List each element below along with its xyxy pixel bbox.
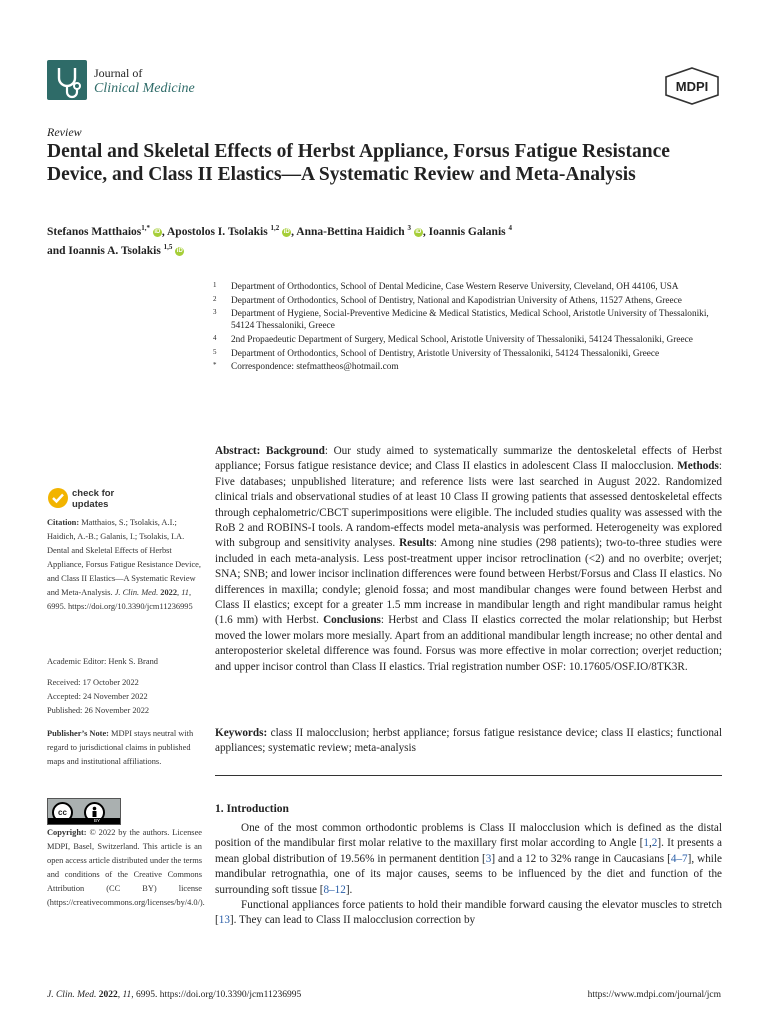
article-title: Dental and Skeletal Effects of Herbst Appliance, Forsus Fatigue Resistance Device, and Class II Elastics—A Systematic Review and Meta-Analysis [47,141,670,185]
citation-link[interactable]: 13 [218,914,230,927]
journal-name [94,66,195,96]
received-date: Received: 17 October 2022 [47,678,139,687]
divider [215,775,722,776]
journal-logo-icon [47,60,87,100]
cc-by-license-icon[interactable] [47,798,121,825]
publisher-note: Publisher’s Note: MDPI stays neutral with regard to jurisdictional claims in published maps and institutional affiliations. [47,729,194,766]
copyright-notice: Copyright: © 2022 by the authors. Licensee MDPI, Basel, Switzerland. This article is an open access article distributed under the terms and conditions of the Creative Commons Attribution (CC BY) license (https://creativecommons.org/licenses/by/4.0/). [47,828,205,907]
citation-link[interactable]: 3 [485,852,492,865]
check-line2: updates [72,498,109,510]
cc-badge-text: BY [93,818,100,823]
orcid-icon[interactable]: iD [176,247,183,254]
correspondence[interactable]: * Correspondence: stefmattheos@hotmail.com [213,361,399,373]
affiliation: 4 2nd Propaedeutic Department of Surgery, Medical School, Aristotle University of Thessaloniki, 54124 Thessaloniki, Greece [213,334,693,346]
article-dates [47,676,202,718]
academic-editor: Academic Editor: Henk S. Brand [47,657,158,666]
affiliation: 3 Department of Hygiene, Social-Preventive Medicine & Medical Statistics, Medical School, Aristotle University of Thessaloniki, 54124 Thessaloniki, Greece [213,308,709,332]
journal-name-line1: Journal of [94,66,143,80]
abstract: Abstract: Background: Our study aimed to systematically summarize the dentoskeletal effects of Herbst appliance; Forsus fatigue resistance device; and Class II elastics in adolescent Class II malocclusion. Methods: Five databases; unpublished literature; and reference lists were last searched in August 2022. Randomized clinical trials and observational studies of at least 10 Class II growing patients that assessed dentoskeletal effects through cephalometric/CBCT superimpositions were eligible. The included studies quality was assessed with the RoB 2 and ROBINS-I tools. A random-effects model meta-analysis was performed. Heterogeneity was explored with subgroup and sensitivity analyses. Results: Among nine studies (298 patients); two-to-three studies were included in each meta-analysis. Less post-treatment upper incisor retroclination (<2) and no overbite; overjet; SNA; SNB; and lower incisor inclination differences were found between Herbst/Forsus and Class II elastics. No differences in maxilla; condyle; glenoid fossa; and most mandibular changes were found between Herbst and Class II elastics; except for a greater 1.5 mm increase in mandibular length and right mandibular ramus height (1.6 mm) with Herbst. Conclusions: Herbst and Class II elastics corrected the molar relationship; but Herbst moved the lower molars more mesially. Apart from an additional mandibular length increase; no other dental and anteroposterior skeletal difference was found. Forsus was more effective in molar correction; overjet reduction; and upper incisor control than Class II elastics. Trial registration number OSF: 10.17605/OSF.IO/8TK3R. [215,445,722,673]
cc-icon: cc [52,802,73,823]
author[interactable]: Anna-Bettina Haidich $^3$ iD , [296,224,429,238]
citation-link[interactable]: 1 [643,837,649,850]
author[interactable]: Apostolos I. Tsolakis $^{1,2}$ iD , [167,224,297,238]
affiliation: 1 Department of Orthodontics, School of Dental Medicine, Case Western Reserve University, Cleveland, OH 44106, USA [213,281,679,292]
introduction-body [215,821,722,929]
mdpi-logo-icon [663,67,721,105]
paragraph: One of the most common orthodontic problems is Class II malocclusion which is defined as the distal position of the mandibular first molar relative to the maxillary first molar according to Angle [1,2]. It presents a mean global distribution of 19.56% in permanent dentition [3] and a 12 to 32% range in Caucasians [4–7], while mandibular retrognathia, one of its major causes, seems to be influenced by the diet and function of the surrounding soft tissue [8–12]. [215,822,722,896]
author[interactable]: Stefanos Matthaios$^{1,*}$ iD , [47,224,167,238]
orcid-icon[interactable]: iD [415,228,422,235]
section-heading: 1. Introduction [215,803,289,815]
author-list [47,223,727,261]
footer-citation: J. Clin. Med. 2022, 11, 6995. https://doi.org/10.3390/jcm11236995 [47,990,302,1000]
paragraph: Functional appliances force patients to hold their mandible forward causing the elevator muscles to stretch [13]. They can lead to Class II malocclusion correction by [215,899,722,927]
orcid-icon[interactable]: iD [154,228,161,235]
orcid-icon[interactable]: iD [283,228,290,235]
affiliation: 5 Department of Orthodontics, School of Dentistry, Aristotle University of Thessaloniki, 54124 Thessaloniki, Greece [213,347,660,359]
author[interactable]: Ioannis Galanis $^4$ [428,224,513,238]
affiliation: 2 Department of Orthodontics, School of Dentistry, National and Kapodistrian University of Athens, 11527 Athens, Greece [213,294,682,306]
accepted-date: Accepted: 24 November 2022 [47,692,148,701]
citation-link[interactable]: 2 [651,837,658,850]
footer-journal-link[interactable]: https://www.mdpi.com/journal/jcm [587,990,721,1000]
citation-link[interactable]: 4–7 [670,852,688,865]
published-date: Published: 26 November 2022 [47,706,150,715]
check-for-updates-badge[interactable] [47,487,167,513]
journal-name-line2: Clinical Medicine [94,81,195,96]
author[interactable]: and Ioannis A. Tsolakis $^{1,5}$ iD [47,243,183,257]
citation-link[interactable]: 8–12 [323,883,346,896]
keywords: Keywords: class II malocclusion; herbst appliance; forsus fatigue resistance device; class II elastics; functional appliances; systematic review; meta-analysis [215,727,723,755]
publisher-name: MDPI [675,79,709,94]
affiliation-list [213,281,733,375]
check-line1: check for [72,488,115,499]
citation-block: Citation: Matthaios, S.; Tsolakis, A.I.; Haidich, A.-B.; Galanis, I.; Tsolakis, I.A. Dental and Skeletal Effects of Herbst Appliance, Forsus Fatigue Resistance Device, and Class II Elastics—A Systematic Review and Meta-Analysis. J. Clin. Med. 2022, 11, 6995. https://doi.org/10.3390/jcm11236995 [47,518,201,611]
article-type: Review [47,125,82,139]
check-updates-icon [47,487,69,509]
